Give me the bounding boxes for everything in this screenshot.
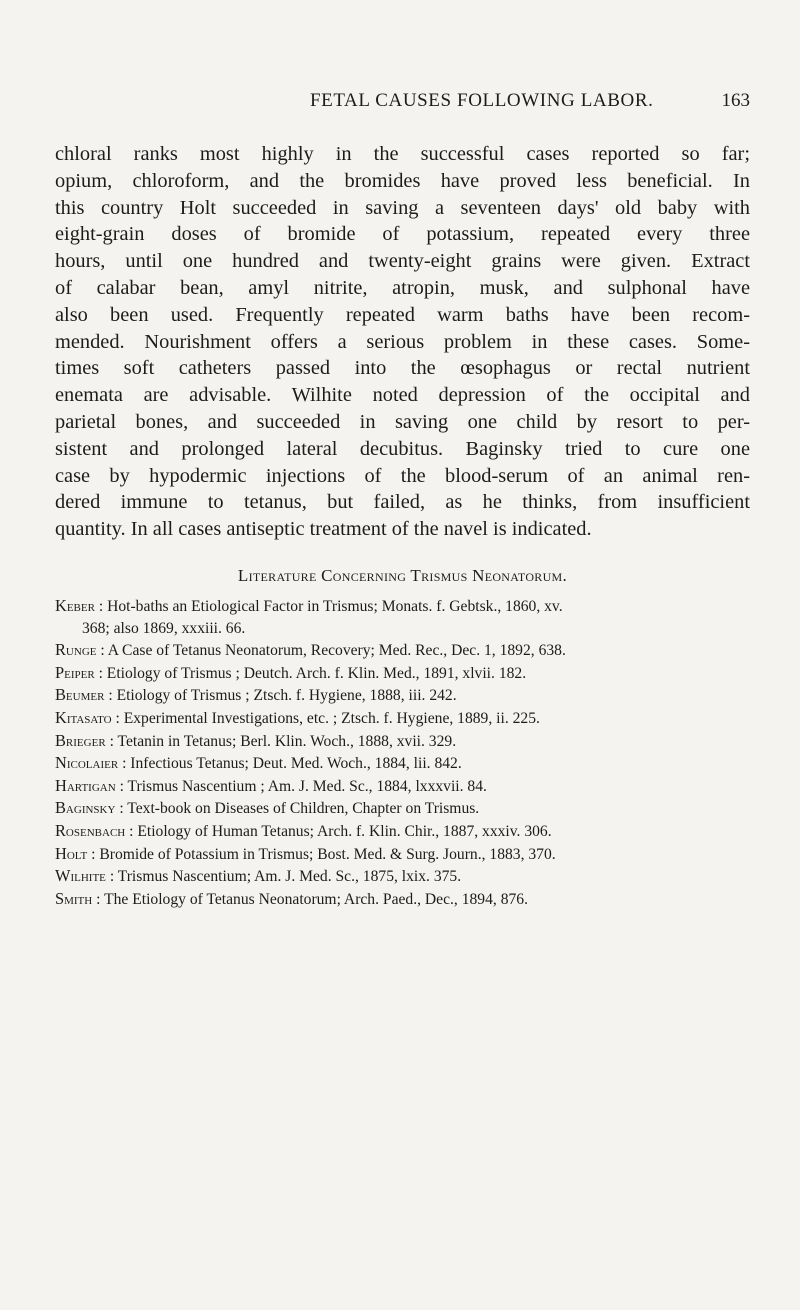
reference-text: : Etiology of Trismus ; Ztsch. f. Hygiene, 1888, iii. 242. <box>108 687 457 705</box>
reference-text: : Hot-baths an Etiological Factor in Trismus; Monats. f. Gebtsk., 1860, xv. <box>98 598 563 615</box>
reference-author: Runge <box>55 640 97 660</box>
body-line: sistent and prolonged lateral decubitus. Baginsky tried to cure one <box>55 437 750 460</box>
reference-author: Nicolaier <box>55 753 119 773</box>
reference-list <box>55 595 750 910</box>
reference-item <box>55 730 750 753</box>
reference-item <box>55 797 750 820</box>
reference-item <box>55 639 750 662</box>
reference-item <box>55 888 750 911</box>
body-line: of calabar bean, amyl nitrite, atropin, musk, and sulphonal have <box>55 276 750 299</box>
reference-author: Keber <box>55 596 95 615</box>
reference-item <box>55 752 750 775</box>
body-line: chloral ranks most highly in the successful cases reported so far; <box>55 143 750 165</box>
body-line: hours, until one hundred and twenty-eight grains were given. Extract <box>55 250 750 273</box>
reference-author: Brieger <box>55 730 106 750</box>
reference-item <box>55 820 750 843</box>
body-line: this country Holt succeeded in saving a seventeen days' old baby with <box>55 196 750 219</box>
body-line: times soft catheters passed into the œsophagus or rectal nutrient <box>55 357 750 380</box>
reference-author: Peiper <box>55 662 95 682</box>
reference-text: : The Etiology of Tetanus Neonatorum; Arch. Paed., Dec., 1894, 876. <box>96 890 528 908</box>
reference-author: Wilhite <box>55 866 106 886</box>
reference-author: Kitasato <box>55 707 112 727</box>
reference-text: : Trismus Nascentium ; Am. J. Med. Sc., 1884, lxxxvii. 84. <box>119 777 487 795</box>
reference-item <box>55 662 750 685</box>
reference-continuation: 368; also 1869, xxxiii. 66. <box>82 619 246 637</box>
body-line: dered immune to tetanus, but failed, as he thinks, from insufficient <box>55 491 750 514</box>
page-number: 163 <box>721 90 750 111</box>
reference-text: : Trismus Nascentium; Am. J. Med. Sc., 1875, lxix. 375. <box>109 868 462 886</box>
reference-text: : Bromide of Potassium in Trismus; Bost. Med. & Surg. Journ., 1883, 370. <box>91 845 556 863</box>
reference-item <box>55 865 750 888</box>
body-line: mended. Nourishment offers a serious problem in these cases. Some- <box>55 330 750 353</box>
reference-text: : Text-book on Diseases of Children, Chapter on Trismus. <box>119 800 480 818</box>
literature-heading: Literature Concerning Trismus Neonatorum. <box>237 566 568 585</box>
reference-text: : Infectious Tetanus; Deut. Med. Woch., 1884, lii. 842. <box>122 755 462 773</box>
reference-author: Rosenbach <box>55 820 126 840</box>
reference-text: : Etiology of Trismus ; Deutch. Arch. f. Klin. Med., 1891, xlvii. 182. <box>98 664 527 682</box>
running-title: FETAL CAUSES FOLLOWING LABOR. <box>310 90 654 111</box>
body-paragraph <box>55 141 750 543</box>
reference-author: Baginsky <box>55 798 116 818</box>
body-line: case by hypodermic injections of the blood-serum of an animal ren- <box>55 464 750 487</box>
reference-item <box>55 775 750 798</box>
reference-item <box>55 707 750 730</box>
reference-item <box>55 684 750 707</box>
reference-text: : Etiology of Human Tetanus; Arch. f. Klin. Chir., 1887, xxxiv. 306. <box>129 822 552 840</box>
body-line: also been used. Frequently repeated warm baths have been recom- <box>55 303 750 326</box>
reference-author: Hartigan <box>55 775 116 795</box>
body-line: parietal bones, and succeeded in saving one child by resort to per- <box>55 410 750 433</box>
body-line: quantity. In all cases antiseptic treatment of the navel is indicated. <box>55 518 592 541</box>
reference-author: Beumer <box>55 685 105 705</box>
running-head <box>310 90 750 120</box>
reference-text: : Experimental Investigations, etc. ; Ztsch. f. Hygiene, 1889, ii. 225. <box>115 709 540 727</box>
body-line: enemata are advisable. Wilhite noted depression of the occipital and <box>55 384 750 407</box>
body-line: opium, chloroform, and the bromides have proved less beneficial. In <box>55 169 750 192</box>
body-line: eight-grain doses of bromide of potassium, repeated every three <box>55 223 750 246</box>
reference-text: : A Case of Tetanus Neonatorum, Recovery; Med. Rec., Dec. 1, 1892, 638. <box>100 642 566 660</box>
reference-item <box>55 843 750 866</box>
reference-text: : Tetanin in Tetanus; Berl. Klin. Woch., 1888, xvii. 329. <box>109 732 457 750</box>
reference-item <box>55 595 750 618</box>
reference-author: Holt <box>55 843 88 863</box>
reference-author: Smith <box>55 888 93 908</box>
